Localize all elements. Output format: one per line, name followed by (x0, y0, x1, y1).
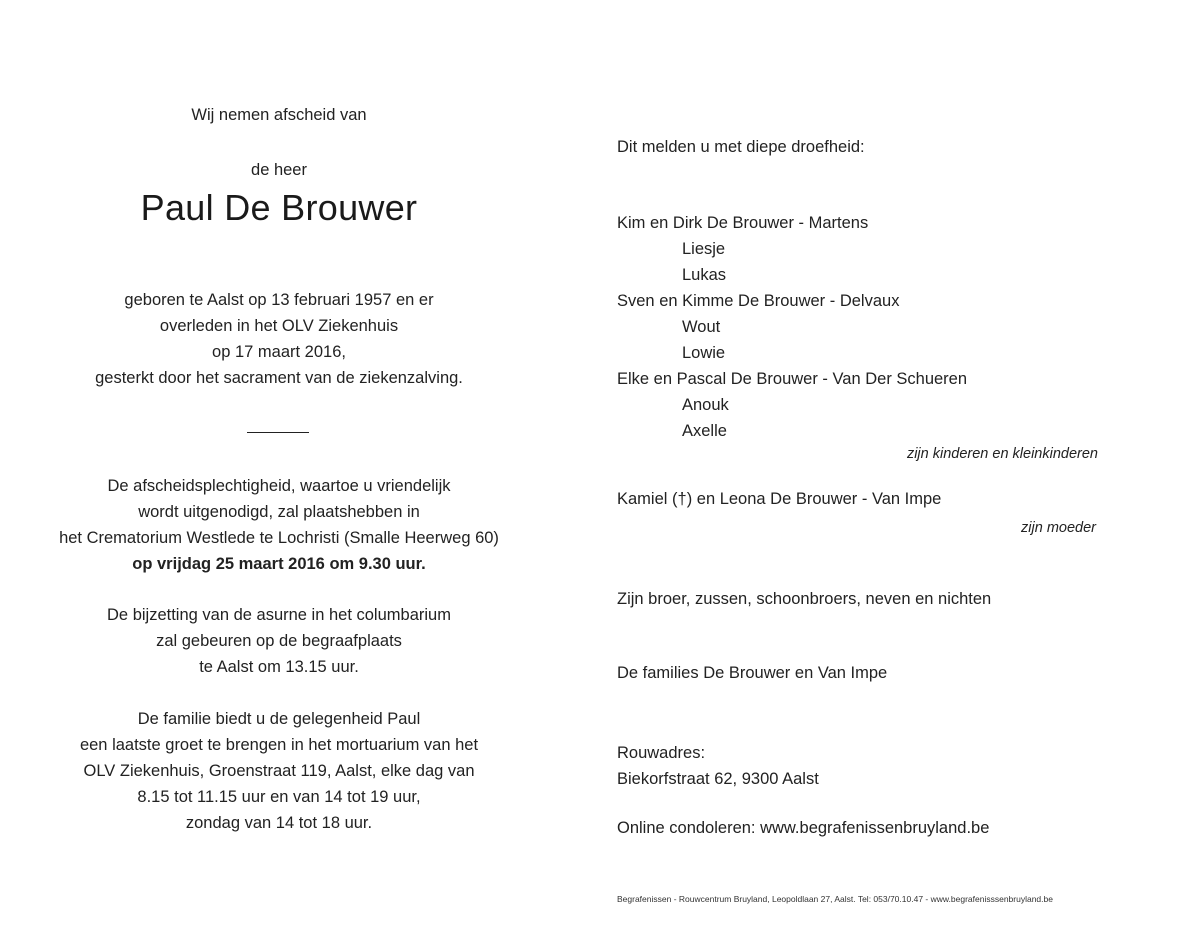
grandchild: Wout (682, 318, 721, 336)
siblings-line: Zijn broer, zussen, schoonbroers, neven en nichten (617, 590, 992, 608)
mother-caption: zijn moeder (1021, 520, 1096, 536)
child-family: Elke en Pascal De Brouwer - Van Der Schueren (617, 370, 968, 388)
grandchild: Liesje (682, 240, 726, 258)
burial-line: te Aalst om 13.15 uur. (199, 658, 359, 676)
visitation-line: zondag van 14 tot 18 uur. (185, 814, 373, 832)
birth-line: geboren te Aalst op 13 februari 1957 en er (124, 291, 434, 309)
grandchild: Lukas (682, 266, 727, 284)
child-family: Kim en Dirk De Brouwer - Martens (617, 214, 869, 232)
ceremony-datetime: op vrijdag 25 maart 2016 om 9.30 uur. (132, 555, 426, 573)
ceremony-line: wordt uitgenodigd, zal plaatshebben in (138, 503, 420, 521)
divider-line (247, 432, 309, 433)
visitation-line: een laatste groet te brengen in het mortuarium van het (79, 736, 479, 754)
visitation-line: De familie biedt u de gelegenheid Paul (137, 710, 421, 728)
burial-line: zal gebeuren op de begraafplaats (156, 632, 402, 650)
children-list (617, 210, 967, 444)
grandchild: Anouk (682, 396, 729, 414)
intro-text: Wij nemen afscheid van (191, 106, 367, 124)
announcement-intro: Dit melden u met diepe droefheid: (617, 138, 865, 156)
visitation-line: OLV Ziekenhuis, Groenstraat 119, Aalst, elke dag van (83, 762, 475, 780)
ceremony-line: De afscheidsplechtigheid, waartoe u vriendelijk (107, 477, 451, 495)
families-line: De families De Brouwer en Van Impe (617, 664, 888, 682)
burial-line: De bijzetting van de asurne in het columbarium (107, 606, 451, 624)
death-line: overleden in het OLV Ziekenhuis (159, 317, 399, 335)
address-label: Rouwadres: (617, 744, 706, 762)
sacrament-line: gesterkt door het sacrament van de ziekenzalving. (95, 369, 463, 387)
birth-death-block (40, 287, 518, 391)
funeral-home-footer: Begrafenissen - Rouwcentrum Bruyland, Leopoldlaan 27, Aalst. Tel: 053/70.10.47 - www.begrafenisssenbruyland.be (617, 894, 1053, 904)
visitation-block (40, 706, 518, 836)
online-condolences: Online condoleren: www.begrafenissenbruyland.be (617, 819, 990, 837)
burial-block (40, 602, 518, 680)
death-date-line: op 17 maart 2016, (212, 343, 346, 361)
mourning-address (617, 740, 819, 792)
visitation-line: 8.15 tot 11.15 uur en van 14 tot 19 uur, (137, 788, 421, 806)
grandchild: Axelle (682, 422, 727, 440)
honorific: de heer (251, 161, 307, 179)
ceremony-block (40, 473, 518, 577)
deceased-name: Paul De Brouwer (140, 187, 418, 228)
child-family: Sven en Kimme De Brouwer - Delvaux (617, 292, 900, 310)
children-caption: zijn kinderen en kleinkinderen (906, 446, 1098, 462)
parents-line: Kamiel (†) en Leona De Brouwer - Van Impe (617, 490, 942, 508)
ceremony-location: het Crematorium Westlede te Lochristi (Smalle Heerweg 60) (59, 529, 499, 547)
grandchild: Lowie (682, 344, 726, 362)
address-value: Biekorfstraat 62, 9300 Aalst (617, 770, 819, 788)
